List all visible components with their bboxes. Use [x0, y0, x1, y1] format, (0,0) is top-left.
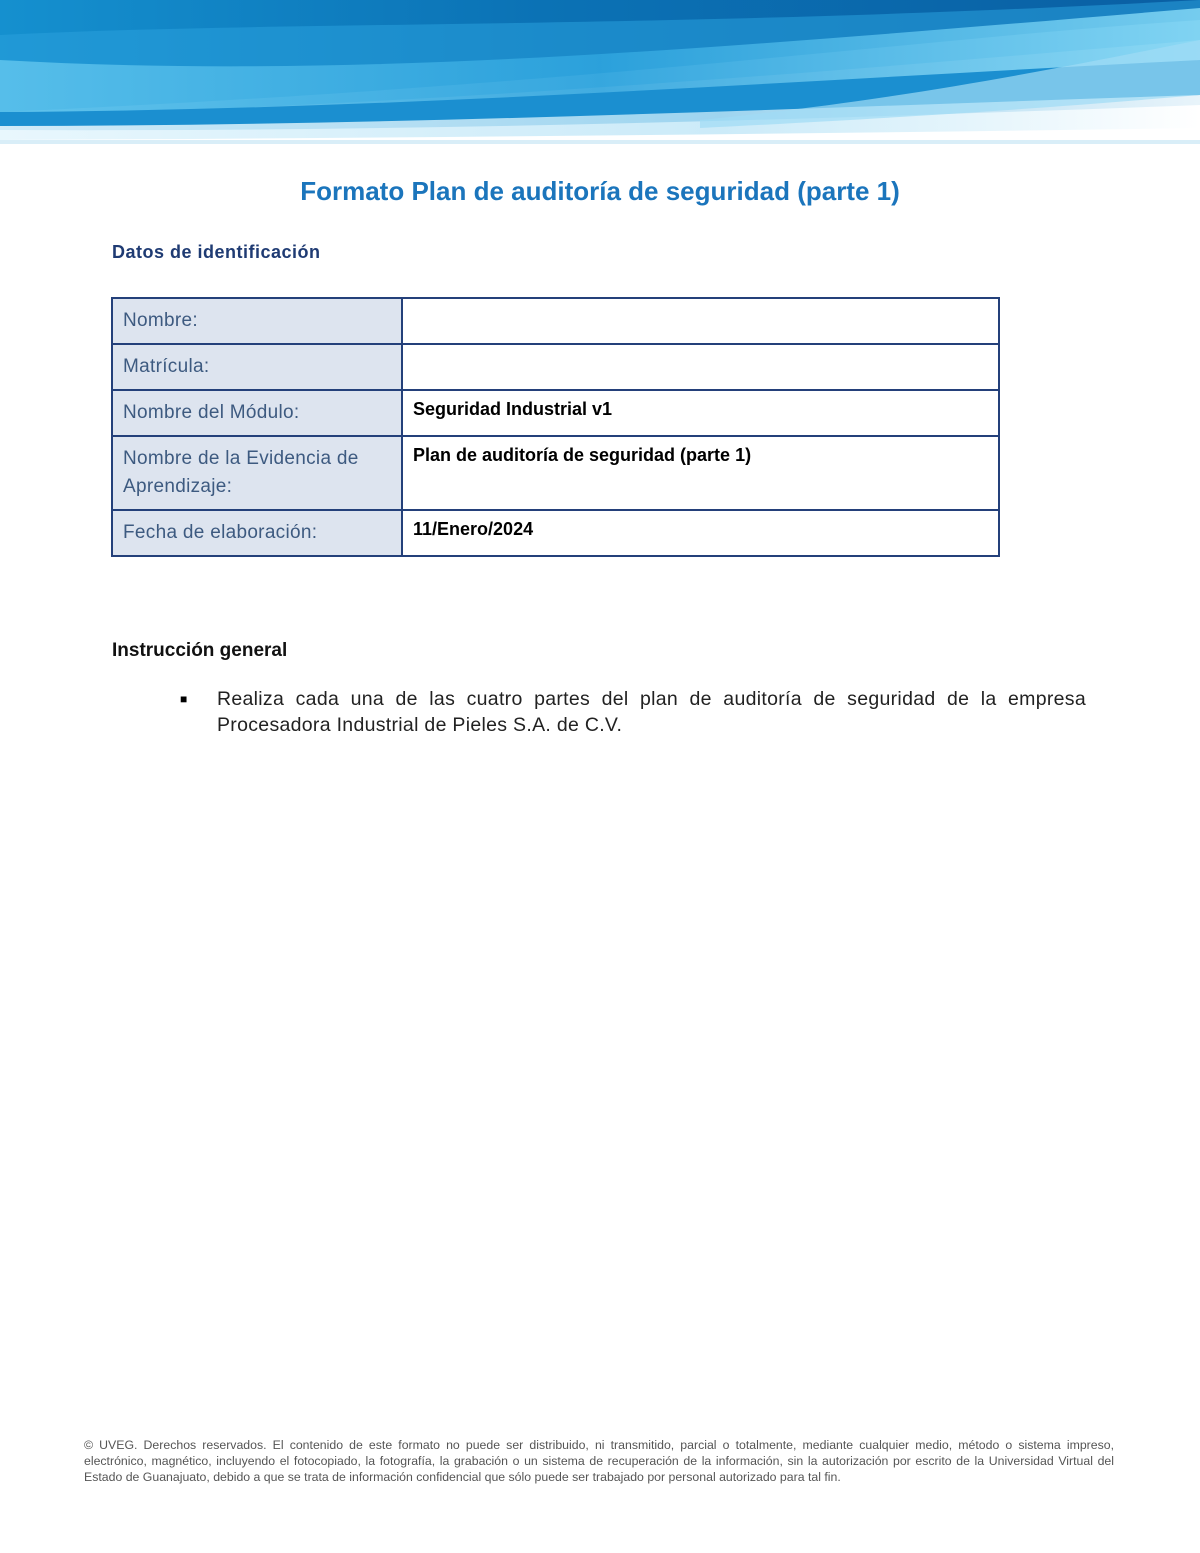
copyright-footer: © UVEG. Derechos reservados. El contenido de este formato no puede ser distribuido, ni transmitido, parcial o totalmente, mediante cualquier medio, método o sistema impreso, electrónico, magnético, incluyendo el fotocopiado, la fotografía, la grabación o un sistema de recuperación de la información, sin la autorización por escrito de la Universidad Virtual del Estado de Guanajuato, debido a que se trata de información confidencial que sólo puede ser trabajado por personal autorizado para tal fin.: [84, 1438, 1114, 1484]
table-row: [112, 390, 999, 436]
enrollment-field[interactable]: [402, 344, 999, 390]
name-field[interactable]: [402, 298, 999, 344]
evidence-label: Nombre de la Evidencia de Aprendizaje:: [112, 436, 402, 510]
table-row: [112, 510, 999, 556]
module-value: Seguridad Industrial v1: [402, 390, 999, 436]
module-label: Nombre del Módulo:: [112, 390, 402, 436]
instructions-heading: Instrucción general: [112, 640, 288, 661]
identification-table: [111, 297, 1000, 557]
document-title: Formato Plan de auditoría de seguridad (parte 1): [300, 176, 900, 206]
square-bullet-icon: ■: [180, 692, 188, 706]
instruction-text: Realiza cada una de las cuatro partes del plan de auditoría de seguridad de la empresa Procesadora Industrial de Pieles S.A. de C.V.: [217, 688, 1086, 736]
name-label: Nombre:: [112, 298, 402, 344]
header-banner: [0, 0, 1200, 150]
table-row: [112, 436, 999, 510]
date-label: Fecha de elaboración:: [112, 510, 402, 556]
identification-heading: Datos de identificación: [112, 242, 321, 262]
date-value: 11/Enero/2024: [402, 510, 999, 556]
enrollment-label: Matrícula:: [112, 344, 402, 390]
list-item: [180, 686, 1086, 738]
table-row: [112, 298, 999, 344]
table-row: [112, 344, 999, 390]
evidence-value: Plan de auditoría de seguridad (parte 1): [402, 436, 999, 510]
